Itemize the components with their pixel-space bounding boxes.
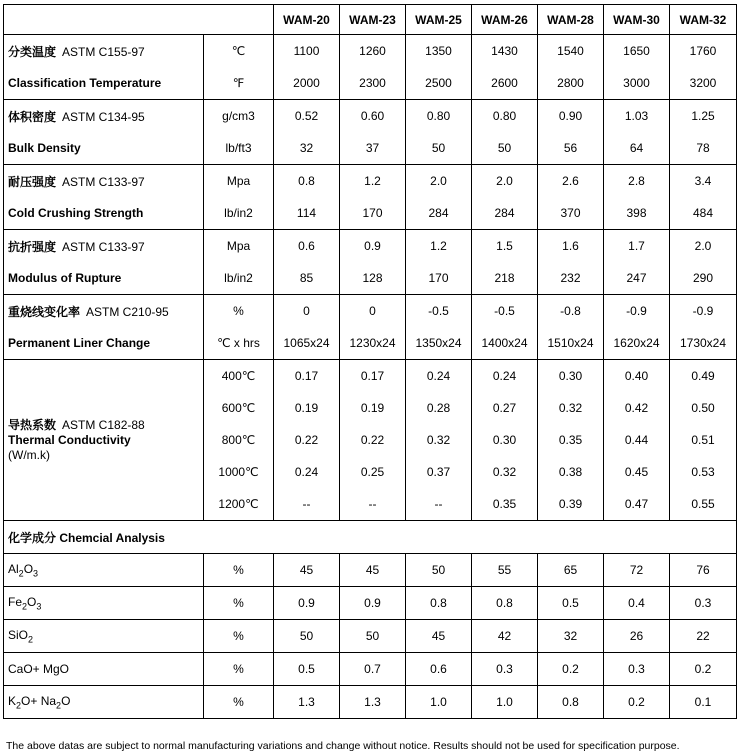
property-label: 分类温度 ASTM C155-97 [4, 35, 204, 68]
col-header: WAM-23 [340, 5, 406, 35]
value-cell: 284 [406, 197, 472, 230]
temp-cell: 600℃ [204, 392, 274, 424]
value-cell: 1.03 [604, 100, 670, 133]
unit-cell: Mpa [204, 165, 274, 198]
table-row [4, 360, 737, 393]
value-cell: 290 [670, 262, 737, 295]
chemical-heading: 化学成分 Chemcial Analysis [4, 521, 737, 554]
value-cell: 1.3 [274, 686, 340, 719]
value-cell: 0.6 [406, 653, 472, 686]
value-cell: 0.8 [406, 587, 472, 620]
unit-cell: lb/in2 [204, 197, 274, 230]
value-cell: 0 [340, 295, 406, 328]
value-cell: 1.7 [604, 230, 670, 263]
value-cell: 72 [604, 554, 670, 587]
value-cell: 0.19 [340, 392, 406, 424]
value-cell: 0.35 [538, 424, 604, 456]
temp-cell: 1000℃ [204, 456, 274, 488]
value-cell: 0.90 [538, 100, 604, 133]
value-cell: 50 [274, 620, 340, 653]
table-row [4, 653, 737, 686]
value-cell: 0.2 [670, 653, 737, 686]
value-cell: 2.0 [406, 165, 472, 198]
value-cell: 0.5 [538, 587, 604, 620]
table-row [4, 132, 737, 165]
property-label-en: Cold Crushing Strength [4, 197, 204, 230]
unit-cell: lb/ft3 [204, 132, 274, 165]
value-cell: 0.2 [538, 653, 604, 686]
value-cell: 1350x24 [406, 327, 472, 360]
value-cell: 2000 [274, 67, 340, 100]
value-cell: 0.3 [472, 653, 538, 686]
value-cell: 0.51 [670, 424, 737, 456]
value-cell: 2500 [406, 67, 472, 100]
col-header: WAM-32 [670, 5, 737, 35]
value-cell: 0.30 [472, 424, 538, 456]
value-cell: 3000 [604, 67, 670, 100]
value-cell: 50 [406, 132, 472, 165]
property-label-en: Classification Temperature [4, 67, 204, 100]
unit-cell: % [204, 587, 274, 620]
section-heading-row [4, 521, 737, 554]
value-cell: 2800 [538, 67, 604, 100]
value-cell: 1.3 [340, 686, 406, 719]
value-cell: 1760 [670, 35, 737, 68]
value-cell: 1620x24 [604, 327, 670, 360]
value-cell: 2300 [340, 67, 406, 100]
unit-cell: % [204, 653, 274, 686]
table-row [4, 197, 737, 230]
compound-label: CaO+ MgO [4, 653, 204, 686]
value-cell: 1.5 [472, 230, 538, 263]
value-cell: -0.9 [670, 295, 737, 328]
value-cell: 50 [406, 554, 472, 587]
value-cell: 22 [670, 620, 737, 653]
value-cell: 0.35 [472, 488, 538, 521]
value-cell: 50 [472, 132, 538, 165]
value-cell: 0.47 [604, 488, 670, 521]
compound-label: $Al_2O_3$ [4, 554, 204, 587]
compound-label: $K_2O+ Na_2O$ [4, 686, 204, 719]
value-cell: 0.8 [274, 165, 340, 198]
value-cell: 1430 [472, 35, 538, 68]
value-cell: 0.3 [670, 587, 737, 620]
property-label-en: Bulk Density [4, 132, 204, 165]
value-cell: 0.8 [538, 686, 604, 719]
value-cell: -0.9 [604, 295, 670, 328]
table-row [4, 165, 737, 198]
unit-cell: lb/in2 [204, 262, 274, 295]
value-cell: 0.24 [406, 360, 472, 393]
value-cell: 50 [340, 620, 406, 653]
footnote: The above datas are subject to normal manufacturing variations and change without notice. Results should not be used for specification purpose. [6, 740, 680, 752]
spec-table [3, 4, 737, 719]
value-cell: 1350 [406, 35, 472, 68]
unit-cell: % [204, 554, 274, 587]
value-cell: 42 [472, 620, 538, 653]
value-cell: 0.19 [274, 392, 340, 424]
value-cell: 0.52 [274, 100, 340, 133]
value-cell: 170 [340, 197, 406, 230]
col-header: WAM-30 [604, 5, 670, 35]
value-cell: 55 [472, 554, 538, 587]
value-cell: 1540 [538, 35, 604, 68]
value-cell: 78 [670, 132, 737, 165]
value-cell: 0.50 [670, 392, 737, 424]
table-row [4, 67, 737, 100]
value-cell: 32 [274, 132, 340, 165]
value-cell: 398 [604, 197, 670, 230]
value-cell: 1730x24 [670, 327, 737, 360]
value-cell: 85 [274, 262, 340, 295]
value-cell: 0.44 [604, 424, 670, 456]
value-cell: 3.4 [670, 165, 737, 198]
value-cell: 114 [274, 197, 340, 230]
value-cell: 218 [472, 262, 538, 295]
value-cell: 1.0 [472, 686, 538, 719]
value-cell: -0.5 [406, 295, 472, 328]
unit-cell: Mpa [204, 230, 274, 263]
value-cell: 0.7 [340, 653, 406, 686]
header-row [4, 5, 737, 35]
value-cell: 0.37 [406, 456, 472, 488]
header-blank [4, 5, 274, 35]
value-cell: 0.22 [340, 424, 406, 456]
value-cell: 2.0 [472, 165, 538, 198]
value-cell: 76 [670, 554, 737, 587]
value-cell: 128 [340, 262, 406, 295]
table-row [4, 230, 737, 263]
table-row [4, 686, 737, 719]
value-cell: 1260 [340, 35, 406, 68]
value-cell: 0.22 [274, 424, 340, 456]
value-cell: 0.45 [604, 456, 670, 488]
value-cell: 0.30 [538, 360, 604, 393]
property-label: 耐压强度 ASTM C133-97 [4, 165, 204, 198]
value-cell: -0.8 [538, 295, 604, 328]
value-cell: 0.32 [538, 392, 604, 424]
table-row [4, 295, 737, 328]
value-cell: 0.24 [472, 360, 538, 393]
value-cell: 0.3 [604, 653, 670, 686]
value-cell: 284 [472, 197, 538, 230]
value-cell: 0.17 [340, 360, 406, 393]
value-cell: 0.24 [274, 456, 340, 488]
value-cell: 2.8 [604, 165, 670, 198]
value-cell: 45 [340, 554, 406, 587]
col-header: WAM-25 [406, 5, 472, 35]
value-cell: 56 [538, 132, 604, 165]
table-row [4, 554, 737, 587]
value-cell: 0.27 [472, 392, 538, 424]
value-cell: 247 [604, 262, 670, 295]
value-cell: 0.8 [472, 587, 538, 620]
value-cell: 0.42 [604, 392, 670, 424]
value-cell: 0 [274, 295, 340, 328]
value-cell: 0.49 [670, 360, 737, 393]
table-row [4, 620, 737, 653]
value-cell: 0.6 [274, 230, 340, 263]
value-cell: 0.38 [538, 456, 604, 488]
temp-cell: 1200℃ [204, 488, 274, 521]
value-cell: 1510x24 [538, 327, 604, 360]
property-label-en: Permanent Liner Change [4, 327, 204, 360]
value-cell: 0.2 [604, 686, 670, 719]
unit-cell: ℃ x hrs [204, 327, 274, 360]
value-cell: 0.60 [340, 100, 406, 133]
value-cell: 0.28 [406, 392, 472, 424]
property-label: 导热系数 ASTM C182-88 Thermal Conductivity (W/m.k) [4, 360, 204, 521]
value-cell: 2600 [472, 67, 538, 100]
value-cell: 0.53 [670, 456, 737, 488]
compound-label: $Fe_2O_3$ [4, 587, 204, 620]
value-cell: 65 [538, 554, 604, 587]
value-cell: 1.2 [340, 165, 406, 198]
value-cell: 0.32 [472, 456, 538, 488]
unit-cell: ℉ [204, 67, 274, 100]
value-cell: 1.25 [670, 100, 737, 133]
temp-cell: 400℃ [204, 360, 274, 393]
value-cell: 0.17 [274, 360, 340, 393]
value-cell: 484 [670, 197, 737, 230]
property-label: 抗折强度 ASTM C133-97 [4, 230, 204, 263]
value-cell: 1400x24 [472, 327, 538, 360]
value-cell: 64 [604, 132, 670, 165]
property-label-en: Modulus of Rupture [4, 262, 204, 295]
value-cell: 0.4 [604, 587, 670, 620]
value-cell: 170 [406, 262, 472, 295]
value-cell: 0.5 [274, 653, 340, 686]
value-cell: 26 [604, 620, 670, 653]
value-cell: 0.80 [472, 100, 538, 133]
table-row [4, 100, 737, 133]
value-cell: 2.6 [538, 165, 604, 198]
value-cell: -- [406, 488, 472, 521]
value-cell: 37 [340, 132, 406, 165]
value-cell: 1100 [274, 35, 340, 68]
table-row [4, 327, 737, 360]
value-cell: 232 [538, 262, 604, 295]
table-row [4, 35, 737, 68]
unit-cell: ℃ [204, 35, 274, 68]
unit-cell: % [204, 620, 274, 653]
property-label: 重烧线变化率 ASTM C210-95 [4, 295, 204, 328]
value-cell: 45 [406, 620, 472, 653]
value-cell: 2.0 [670, 230, 737, 263]
col-header: WAM-20 [274, 5, 340, 35]
unit-cell: g/cm3 [204, 100, 274, 133]
value-cell: 0.55 [670, 488, 737, 521]
unit-cell: % [204, 295, 274, 328]
value-cell: 0.32 [406, 424, 472, 456]
value-cell: 0.80 [406, 100, 472, 133]
value-cell: 32 [538, 620, 604, 653]
unit-cell: % [204, 686, 274, 719]
value-cell: 0.9 [340, 587, 406, 620]
col-header: WAM-26 [472, 5, 538, 35]
value-cell: 1.6 [538, 230, 604, 263]
value-cell: -- [274, 488, 340, 521]
value-cell: 0.39 [538, 488, 604, 521]
value-cell: 370 [538, 197, 604, 230]
col-header: WAM-28 [538, 5, 604, 35]
value-cell: 45 [274, 554, 340, 587]
value-cell: 3200 [670, 67, 737, 100]
value-cell: 0.9 [340, 230, 406, 263]
value-cell: 1065x24 [274, 327, 340, 360]
table-row [4, 262, 737, 295]
property-label: 体积密度 ASTM C134-95 [4, 100, 204, 133]
temp-cell: 800℃ [204, 424, 274, 456]
value-cell: 0.25 [340, 456, 406, 488]
value-cell: 0.1 [670, 686, 737, 719]
value-cell: 1.0 [406, 686, 472, 719]
value-cell: 0.9 [274, 587, 340, 620]
compound-label: SiO$_2$ [4, 620, 204, 653]
value-cell: 1.2 [406, 230, 472, 263]
value-cell: -- [340, 488, 406, 521]
value-cell: 0.40 [604, 360, 670, 393]
value-cell: 1650 [604, 35, 670, 68]
table-row [4, 587, 737, 620]
value-cell: -0.5 [472, 295, 538, 328]
value-cell: 1230x24 [340, 327, 406, 360]
